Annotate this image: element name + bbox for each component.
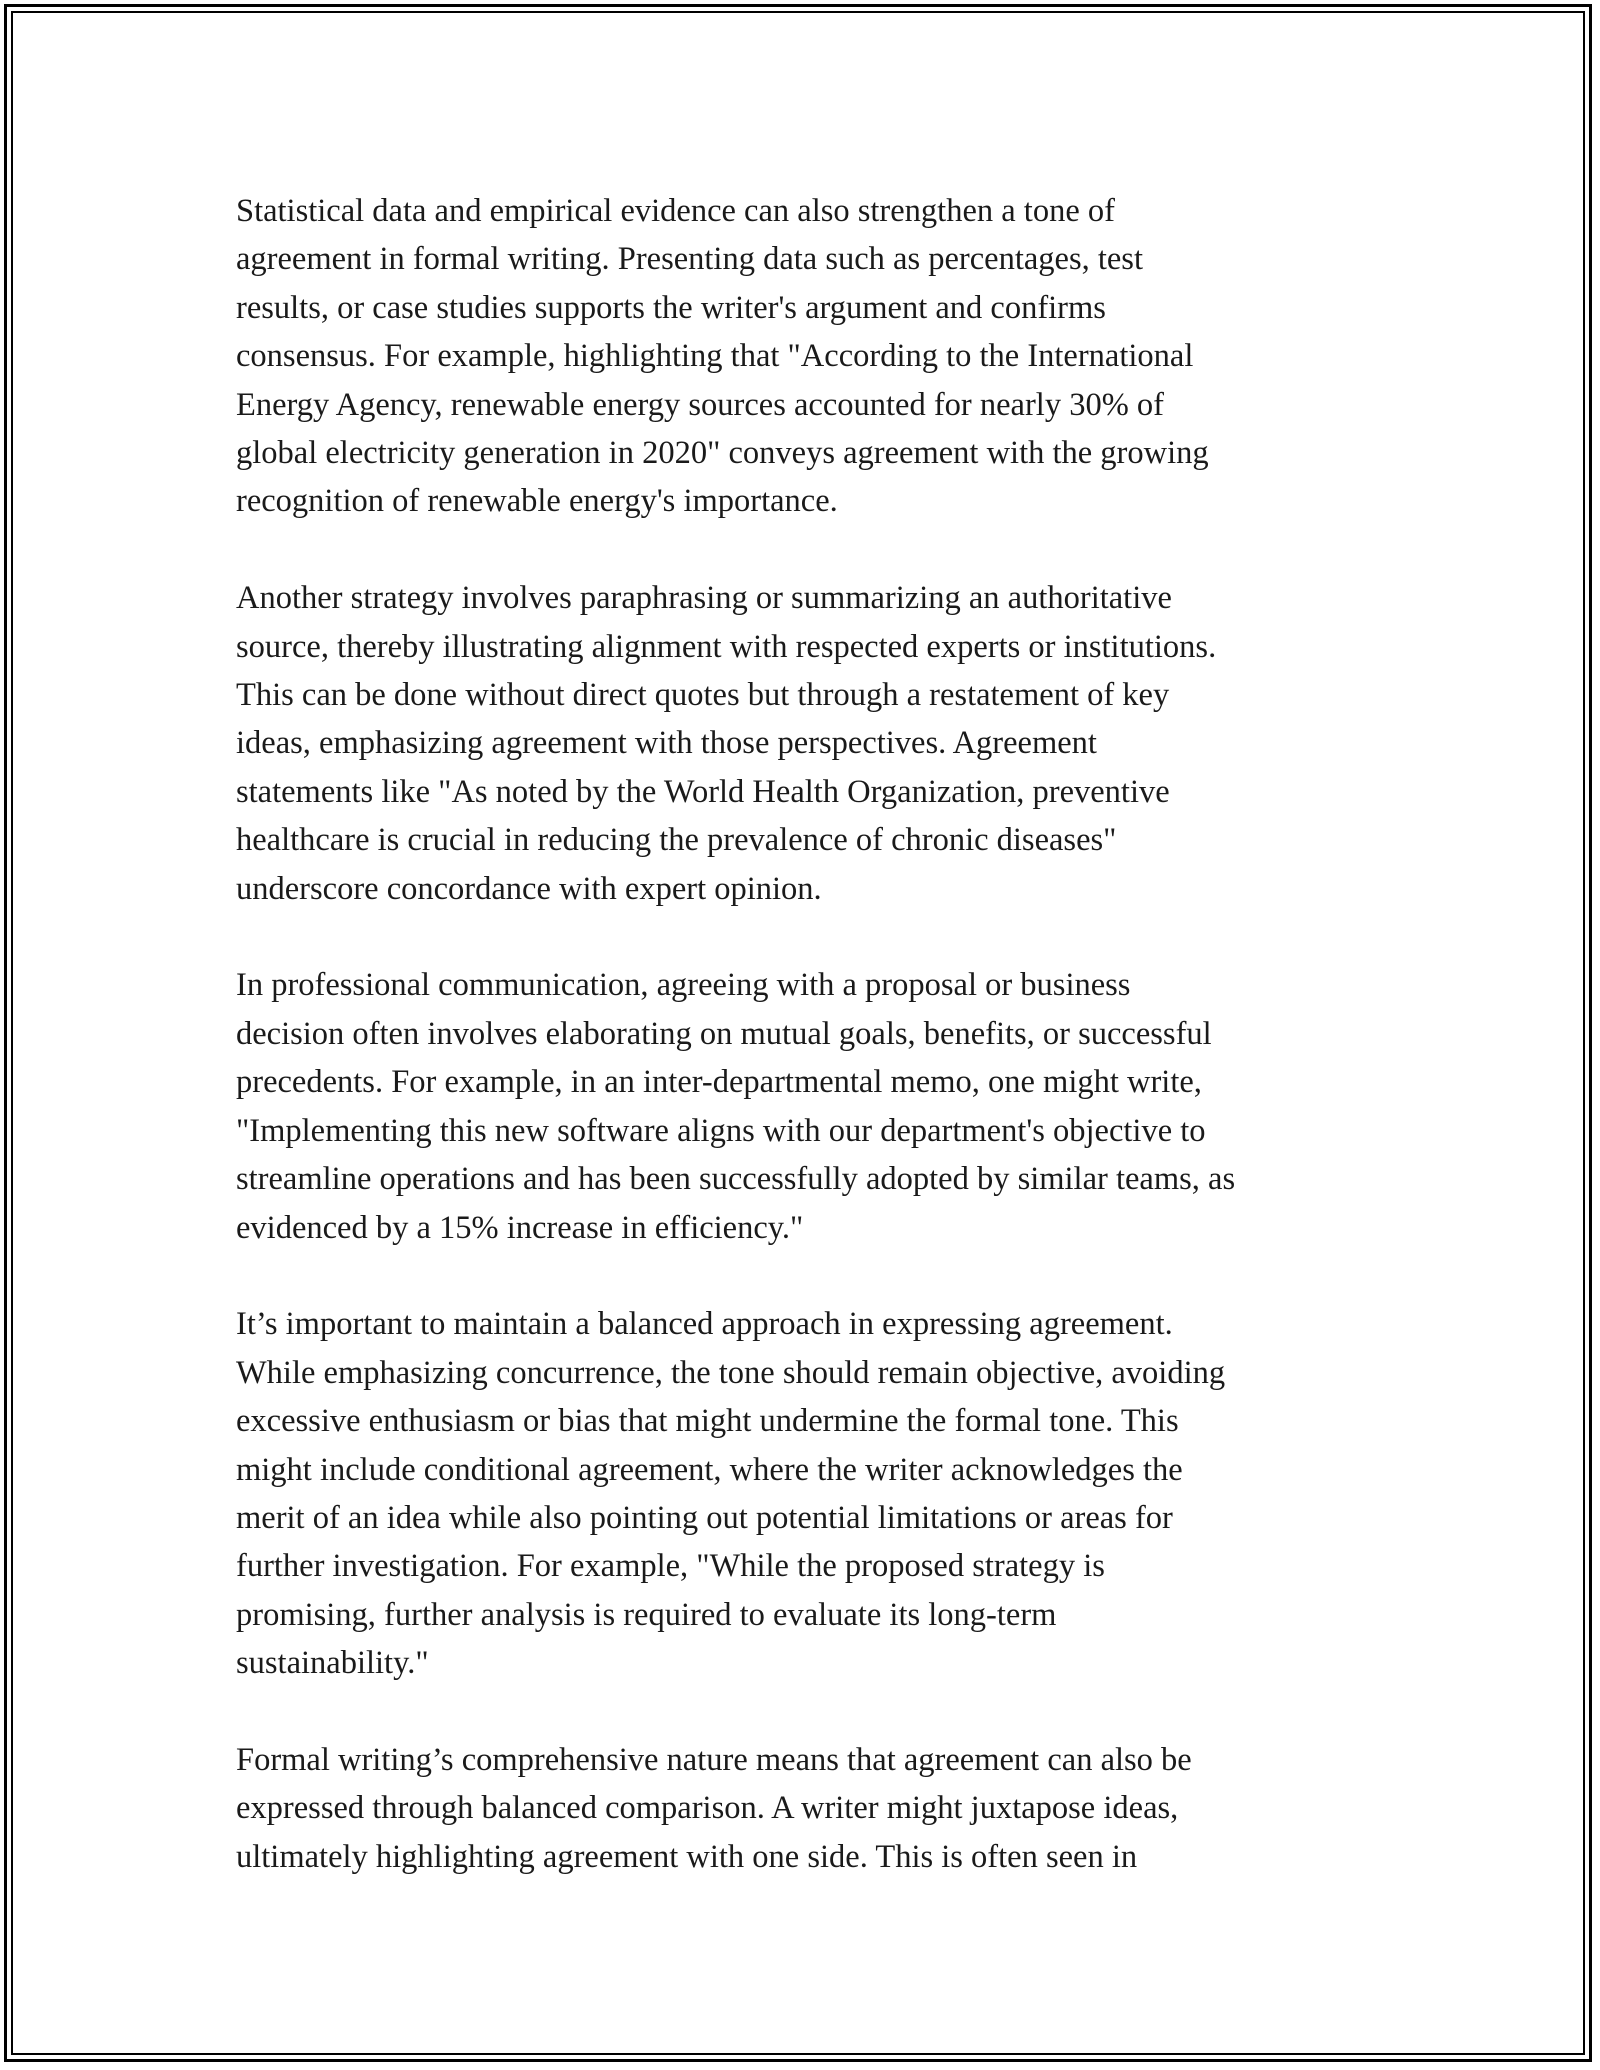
text-line: "Implementing this new software aligns with our department's objective to — [236, 1112, 1206, 1149]
text-line: agreement in formal writing. Presenting data such as percentages, test — [236, 241, 1143, 278]
paragraph-paraphrasing — [236, 574, 1376, 913]
text-line: streamline operations and has been successfully adopted by similar teams, as — [236, 1161, 1236, 1198]
paragraph-statistical-data — [236, 187, 1376, 526]
text-line: precedents. For example, in an inter-departmental memo, one might write, — [236, 1064, 1202, 1101]
text-line: recognition of renewable energy's importance. — [236, 483, 838, 520]
text-line: further investigation. For example, "While the proposed strategy is — [236, 1548, 1105, 1585]
text-line: underscore concordance with expert opinion. — [236, 870, 822, 907]
text-line: Formal writing’s comprehensive nature means that agreement can also be — [236, 1741, 1192, 1778]
text-line: It’s important to maintain a balanced approach in expressing agreement. — [236, 1306, 1173, 1343]
text-line: In professional communication, agreeing with a proposal or business — [236, 967, 1131, 1004]
text-line: Statistical data and empirical evidence can also strengthen a tone of — [236, 193, 1115, 229]
text-line: source, thereby illustrating alignment with respected experts or institutions. — [236, 628, 1217, 665]
text-line: expressed through balanced comparison. A writer might juxtapose ideas, — [236, 1790, 1179, 1827]
paragraph-professional-communication — [236, 961, 1376, 1251]
text-line: merit of an idea while also pointing out potential limitations or areas for — [236, 1499, 1173, 1536]
text-line: global electricity generation in 2020" conveys agreement with the growing — [236, 435, 1209, 472]
text-line: evidenced by a 15% increase in efficiency." — [236, 1209, 804, 1246]
text-line: promising, further analysis is required to evaluate its long-term — [236, 1596, 1057, 1633]
text-line: While emphasizing concurrence, the tone should remain objective, avoiding — [236, 1354, 1226, 1391]
text-line: Energy Agency, renewable energy sources accounted for nearly 30% of — [236, 386, 1164, 423]
text-line: consensus. For example, highlighting that "According to the International — [236, 338, 1194, 375]
text-line: healthcare is crucial in reducing the prevalence of chronic diseases" — [236, 822, 1117, 859]
text-line: might include conditional agreement, where the writer acknowledges the — [236, 1451, 1183, 1488]
text-line: This can be done without direct quotes but through a restatement of key — [236, 677, 1170, 714]
text-line: statements like "As noted by the World Health Organization, preventive — [236, 773, 1170, 810]
paragraph-balanced-comparison — [236, 1736, 1376, 1881]
text-line: sustainability." — [236, 1645, 429, 1682]
text-line: results, or case studies supports the writer's argument and confirms — [236, 289, 1106, 326]
text-line: excessive enthusiasm or bias that might undermine the formal tone. This — [236, 1403, 1179, 1440]
document-body — [236, 187, 1376, 1930]
paragraph-balanced-approach — [236, 1300, 1376, 1687]
text-line: ultimately highlighting agreement with one side. This is often seen in — [236, 1838, 1138, 1875]
text-line: ideas, emphasizing agreement with those perspectives. Agreement — [236, 725, 1097, 762]
text-line: decision often involves elaborating on mutual goals, benefits, or successful — [236, 1015, 1212, 1052]
text-line: Another strategy involves paraphrasing or summarizing an authoritative — [236, 580, 1172, 617]
